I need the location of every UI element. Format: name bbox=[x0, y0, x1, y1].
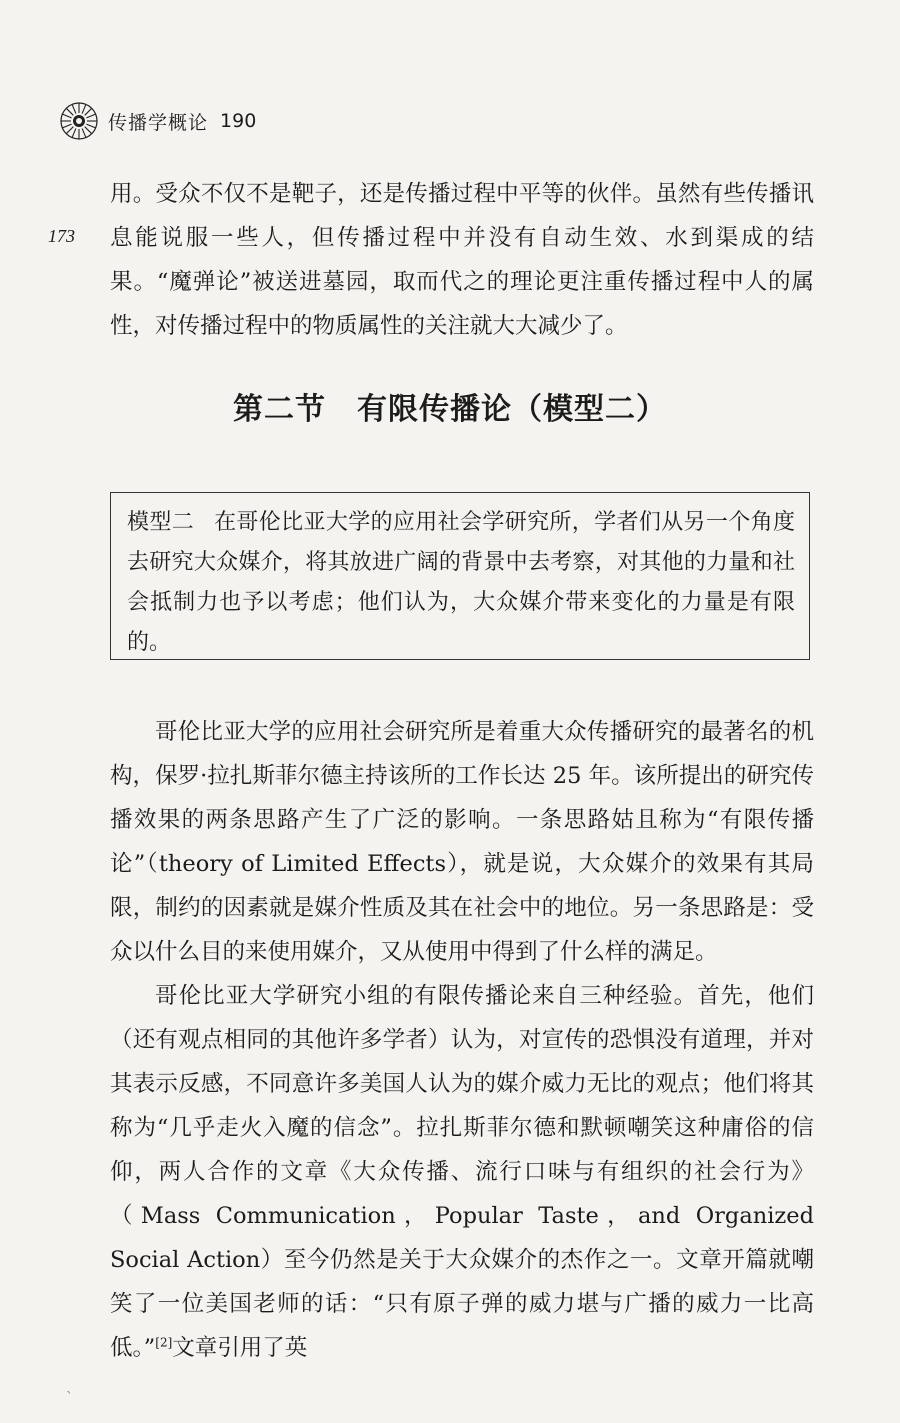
model-text: 在哥伦比亚大学的应用社会学研究所，学者们从另一个角度去研究大众媒介，将其放进广阔的背景中去考察，对其他的力量和社会抵制力也予以考虑；他们认为，大众媒介带来变化的力量是有限的。 bbox=[127, 510, 795, 655]
opening-text bbox=[110, 172, 814, 348]
paragraph-text: 哥伦比亚大学研究小组的有限传播论来自三种经验。首先，他们（还有观点相同的其他许多学者）认为，对宣传的恐惧没有道理，并对其表示反感，不同意许多美国人认为的媒介威力无比的观点；他们将其称为“几乎走火入魔的信念”。拉扎斯菲尔德和默顿嘲笑这种庸俗的信仰，两人合作的文章《大众传播、流行口味与有组织的社会行为》（Mass Communication，Popular Taste，and Organized Social Action）至今仍然是关于大众媒介的杰作之一。文章开篇就嘲笑了一位美国老师的话：“只有原子弹的威力堪与广播的威力一比高低。” bbox=[110, 983, 814, 1361]
body-text bbox=[110, 710, 814, 1370]
book-title: 传播学概论 bbox=[108, 111, 209, 134]
paragraph-text-tail: 文章引用了英 bbox=[172, 1335, 308, 1361]
corner-mark: ` bbox=[66, 1390, 73, 1406]
section-title: 第二节 有限传播论（模型二） bbox=[233, 392, 667, 427]
paragraph: 哥伦比亚大学的应用社会研究所是着重大众传播研究的最著名的机构，保罗·拉扎斯菲尔德主持该所的工作长达 25 年。该所提出的研究传播效果的两条思路产生了广泛的影响。一条思路姑且称为“有限传播论”（theory of Limited Effects），就是说，大众媒介的效果有其局限，制约的因素就是媒介性质及其在社会中的地位。另一条思路是：受众以什么目的来使用媒介，又从使用中得到了什么样的满足。 bbox=[110, 719, 814, 965]
original-page-marker: 173 bbox=[48, 226, 75, 246]
opening-paragraph: 用。受众不仅不是靶子，还是传播过程中平等的伙伴。虽然有些传播讯息能说服一些人，但传播过程中并没有自动生效、水到渠成的结果。“魔弹论”被送进墓园，取而代之的理论更注重传播过程中人的属性，对传播过程中的物质属性的关注就大大减少了。 bbox=[110, 181, 814, 339]
paragraph-last bbox=[110, 974, 814, 1370]
sunburst-emblem-icon bbox=[58, 100, 100, 142]
model-summary-box bbox=[110, 492, 810, 660]
model-label: 模型二 bbox=[127, 510, 195, 535]
footnote-marker: [2] bbox=[155, 1335, 173, 1350]
running-header bbox=[58, 100, 256, 142]
model-summary-paragraph bbox=[127, 503, 795, 663]
page-number: 190 bbox=[220, 110, 257, 132]
